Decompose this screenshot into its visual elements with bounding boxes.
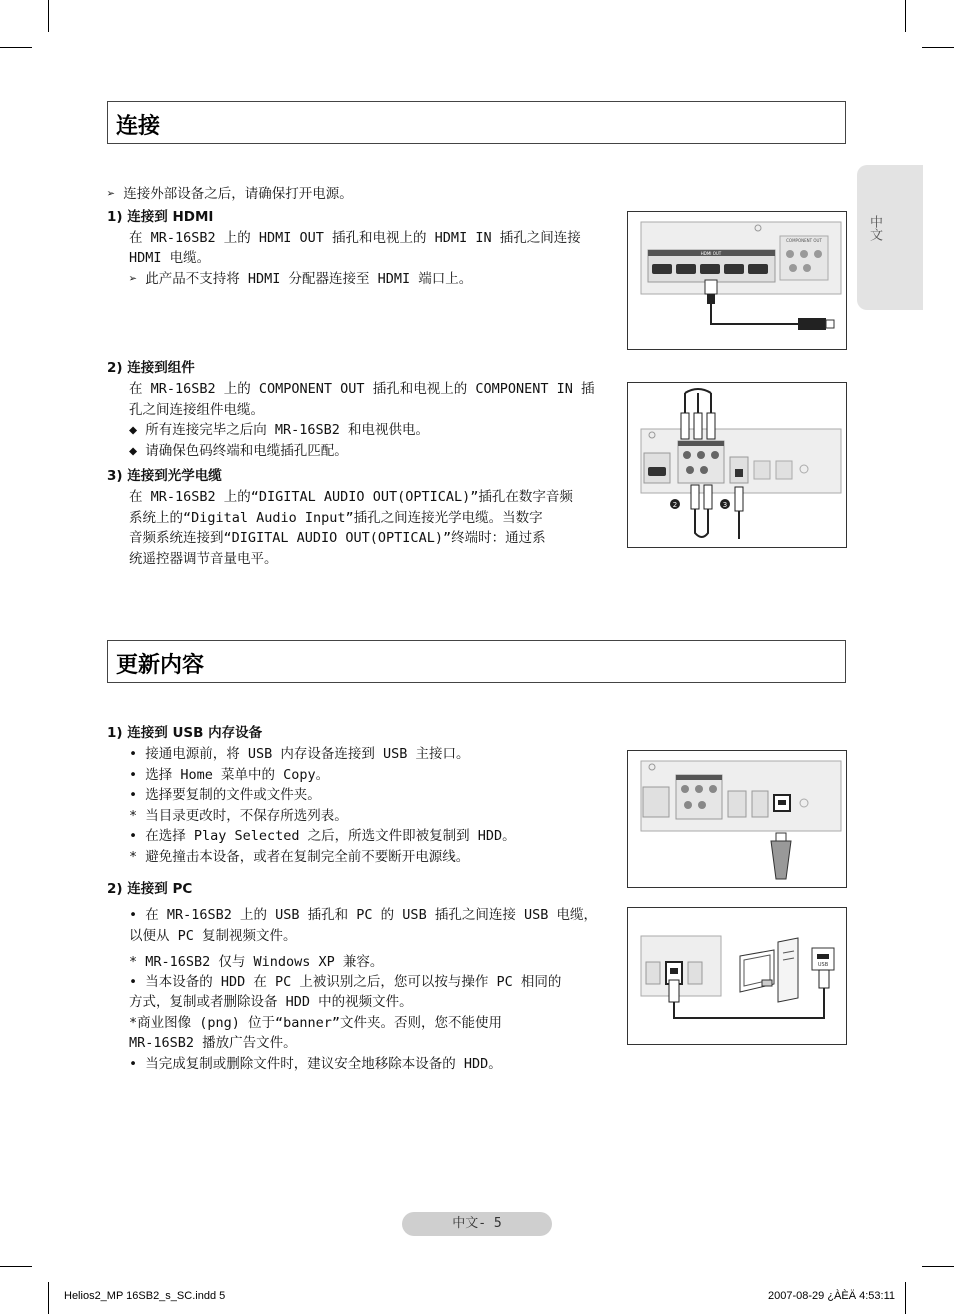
hdmi-text-1: 在 MR-16SB2 上的 HDMI OUT 插孔和电视上的 HDMI IN 插孔之间连接 bbox=[129, 230, 581, 246]
pc-heading: 2) 连接到 PC bbox=[107, 881, 193, 897]
crop-mark bbox=[48, 0, 49, 32]
pc-text-6: *商业图像 (png) 位于“banner”文件夹。否则，您不能使用 bbox=[129, 1015, 503, 1031]
usb-heading: 1) 连接到 USB 内存设备 bbox=[107, 725, 263, 741]
component-note-1: ◆ 所有连接完毕之后向 MR-16SB2 和电视供电。 bbox=[129, 422, 430, 438]
section-title-updates: 更新内容 bbox=[107, 640, 846, 683]
usb-memory-illustration bbox=[627, 750, 847, 888]
crop-mark bbox=[905, 1282, 906, 1314]
pc-text-4: • 当本设备的 HDD 在 PC 上被识别之后，您可以按与操作 PC 相同的 bbox=[129, 974, 562, 990]
optical-text-4: 统遥控器调节音量电平。 bbox=[129, 551, 278, 567]
section-title-connect: 连接 bbox=[107, 101, 846, 144]
usb-text-5: • 在选择 Play Selected 之后，所选文件即被复制到 HDD。 bbox=[129, 828, 516, 844]
component-text-1: 在 MR-16SB2 上的 COMPONENT OUT 插孔和电视上的 COMPONENT IN 插 bbox=[129, 381, 595, 397]
component-optical-illustration bbox=[627, 382, 847, 548]
pc-text-3: * MR-16SB2 仅与 Windows XP 兼容。 bbox=[129, 954, 384, 970]
usb-text-2: • 选择 Home 菜单中的 Copy。 bbox=[129, 767, 330, 783]
pc-text-5: 方式，复制或者删除设备 HDD 中的视频文件。 bbox=[129, 994, 413, 1010]
marker-3: 3 bbox=[722, 501, 728, 509]
usb-text-1: • 接通电源前，将 USB 内存设备连接到 USB 主接口。 bbox=[129, 746, 470, 762]
crop-mark bbox=[922, 1266, 954, 1267]
pc-text-2: 以便从 PC 复制视频文件。 bbox=[129, 928, 297, 944]
pc-text-1: • 在 MR-16SB2 上的 USB 插孔和 PC 的 USB 插孔之间连接 USB 电缆， bbox=[129, 907, 597, 923]
component-text-2: 孔之间连接组件电缆。 bbox=[129, 402, 264, 418]
usb-label: USB bbox=[817, 962, 829, 968]
pc-text-7: MR-16SB2 播放广告文件。 bbox=[129, 1035, 297, 1051]
language-tab-label: 中文 bbox=[867, 215, 882, 241]
hdmi-connection-illustration bbox=[627, 211, 847, 350]
page-number: 中文- 5 bbox=[402, 1212, 552, 1236]
optical-text-3: 音频系统连接到“DIGITAL AUDIO OUT(OPTICAL)”终端时：通过系 bbox=[129, 530, 546, 546]
crop-mark bbox=[905, 0, 906, 32]
usb-text-6: * 避免撞击本设备，或者在复制完全前不要断开电源线。 bbox=[129, 849, 470, 865]
crop-mark bbox=[0, 47, 32, 48]
pc-text-8: • 当完成复制或删除文件时，建议安全地移除本设备的 HDD。 bbox=[129, 1056, 502, 1072]
crop-mark bbox=[0, 1266, 32, 1267]
usb-text-3: • 选择要复制的文件或文件夹。 bbox=[129, 787, 321, 803]
crop-mark bbox=[922, 47, 954, 48]
hdmi-heading: 1) 连接到 HDMI bbox=[107, 209, 214, 225]
marker-2: 2 bbox=[672, 501, 678, 509]
usb-text-4: * 当目录更改时，不保存所选列表。 bbox=[129, 808, 348, 824]
language-tab bbox=[857, 165, 923, 310]
hdmi-note: ➢ 此产品不支持将 HDMI 分配器连接至 HDMI 端口上。 bbox=[129, 271, 473, 287]
component-note-2: ◆ 请确保色码终端和电缆插孔匹配。 bbox=[129, 443, 348, 459]
hdmi-out-label: HDMI OUT bbox=[700, 251, 722, 256]
crop-mark bbox=[48, 1282, 49, 1314]
component-heading: 2) 连接到组件 bbox=[107, 360, 195, 376]
optical-text-2: 系统上的“Digital Audio Input”插孔之间连接光学电缆。当数字 bbox=[129, 510, 543, 526]
intro-note: ➢ 连接外部设备之后，请确保打开电源。 bbox=[107, 186, 353, 202]
optical-text-1: 在 MR-16SB2 上的“DIGITAL AUDIO OUT(OPTICAL)”插孔在数字音频 bbox=[129, 489, 573, 505]
footer-file-info: Helios2_MP 16SB2_s_SC.indd 5 bbox=[64, 1290, 226, 1302]
footer-timestamp: 2007-08-29 ¿ÀÈÄ 4:53:11 bbox=[768, 1290, 895, 1302]
optical-heading: 3) 连接到光学电缆 bbox=[107, 468, 222, 484]
pc-connection-illustration bbox=[627, 907, 847, 1045]
component-out-label: COMPONENT OUT bbox=[786, 238, 822, 243]
hdmi-text-2: HDMI 电缆。 bbox=[129, 250, 211, 266]
